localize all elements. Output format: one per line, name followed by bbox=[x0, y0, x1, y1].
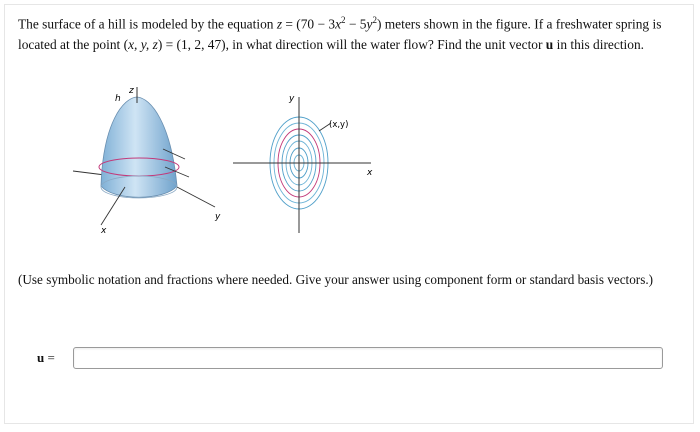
hill-figure bbox=[65, 83, 385, 243]
hill-label-z: z bbox=[129, 86, 134, 96]
hill-axis-x-left bbox=[73, 171, 105, 175]
point-variables: x, y, z bbox=[128, 37, 158, 53]
hill-label-x: x bbox=[101, 226, 107, 236]
equation-exp2: 2 bbox=[372, 15, 377, 25]
equation-minus: − 5 bbox=[345, 16, 367, 32]
equation-y: y bbox=[366, 16, 373, 32]
question-part3: ) = (1, 2, 47), in what direction will the water flow? Find the unit vector bbox=[157, 37, 546, 53]
equation-exp1: 2 bbox=[341, 15, 346, 25]
question-part4: in this direction. bbox=[553, 37, 644, 53]
answer-equals: = bbox=[44, 350, 55, 365]
contour-label-x: x bbox=[367, 168, 373, 178]
equation-x: x bbox=[335, 16, 342, 32]
hill-surface bbox=[101, 97, 177, 197]
question-page bbox=[4, 4, 694, 424]
answer-label bbox=[37, 350, 55, 366]
hill-label-y: y bbox=[215, 212, 221, 222]
question-part2: ) meters shown in the figure. If a freshwater spring is located at the point ( bbox=[18, 16, 662, 53]
answer-variable: u bbox=[37, 350, 45, 365]
hill-axis-y bbox=[177, 187, 215, 207]
question-text bbox=[18, 10, 680, 55]
contour-point-label: (x,y) bbox=[329, 120, 349, 130]
contour-plot bbox=[233, 94, 373, 233]
equation-z: z bbox=[276, 16, 283, 32]
question-part1: The surface of a hill is modeled by the equation bbox=[18, 16, 277, 32]
instructions-text: (Use symbolic notation and fractions where needed. Give your answer using component form or standard basis vectors.) bbox=[18, 272, 654, 287]
hill-surface-plot bbox=[73, 86, 221, 236]
unit-vector-symbol: u bbox=[545, 37, 554, 53]
contour-label-y: y bbox=[289, 94, 295, 104]
hill-label-h: h bbox=[115, 94, 121, 104]
answer-row bbox=[33, 345, 673, 371]
equation-mid: = (70 − 3 bbox=[282, 16, 336, 32]
answer-input[interactable] bbox=[73, 347, 663, 369]
